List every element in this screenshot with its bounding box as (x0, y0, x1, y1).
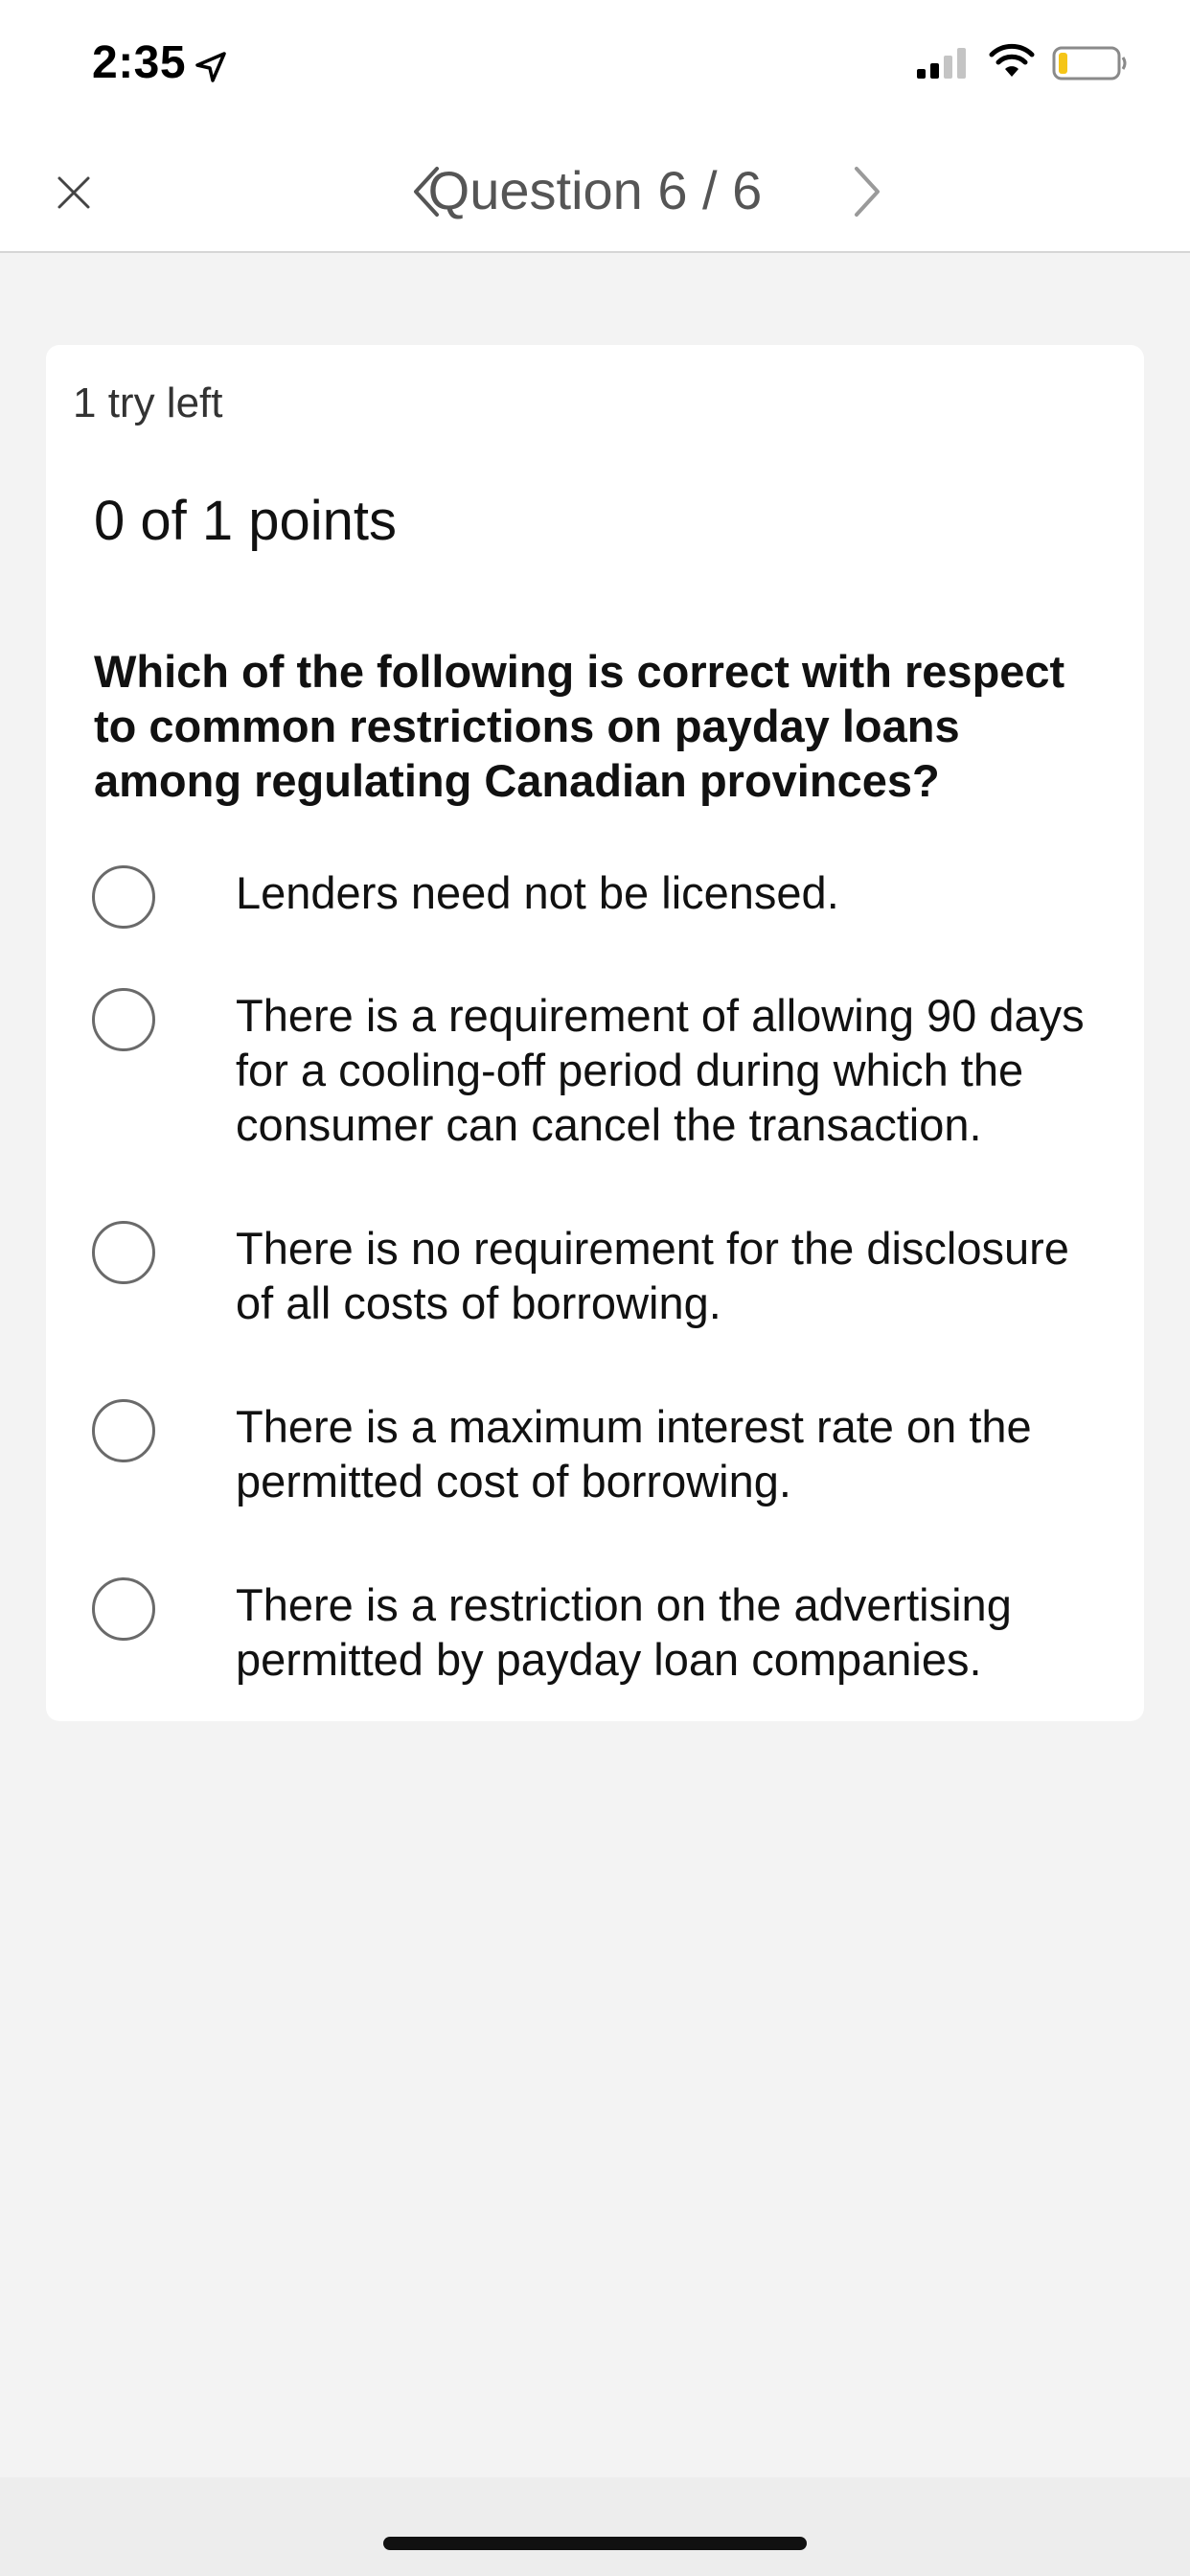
radio-button[interactable] (92, 1221, 155, 1284)
points-label: 0 of 1 points (94, 490, 397, 552)
wifi-icon (987, 42, 1037, 80)
answer-option-label: There is a maximum interest rate on the permitted cost of borrowing. (236, 1401, 1032, 1506)
question-card (46, 345, 1144, 1721)
next-question-button[interactable] (843, 161, 891, 222)
cellular-signal-icon (915, 44, 973, 82)
bottom-safe-area (0, 2477, 1190, 2576)
answer-option-label: Lenders need not be licensed. (236, 867, 839, 918)
location-arrow-icon (192, 48, 230, 86)
question-text: Which of the following is correct with respect to common restrictions on payday loans among regulating Canadian provinces? (94, 646, 1065, 806)
tries-left-label: 1 try left (73, 380, 223, 426)
nav-bar (0, 130, 1190, 253)
radio-button[interactable] (92, 865, 155, 929)
question-counter: Question 6 / 6 (427, 160, 763, 220)
answer-option-label: There is no requirement for the disclosure of all costs of borrowing. (236, 1223, 1069, 1328)
radio-button[interactable] (92, 1399, 155, 1462)
status-bar (0, 0, 1190, 130)
answer-option-label: There is a restriction on the advertising permitted by payday loan companies. (236, 1579, 1012, 1685)
previous-question-button[interactable] (402, 161, 450, 222)
radio-button[interactable] (92, 988, 155, 1051)
status-time: 2:35 (92, 37, 187, 88)
radio-button[interactable] (92, 1577, 155, 1641)
answer-option-label: There is a requirement of allowing 90 days for a cooling-off period during which the consumer can cancel the transaction. (236, 990, 1085, 1150)
home-indicator[interactable] (383, 2537, 807, 2550)
battery-icon (1052, 44, 1129, 82)
